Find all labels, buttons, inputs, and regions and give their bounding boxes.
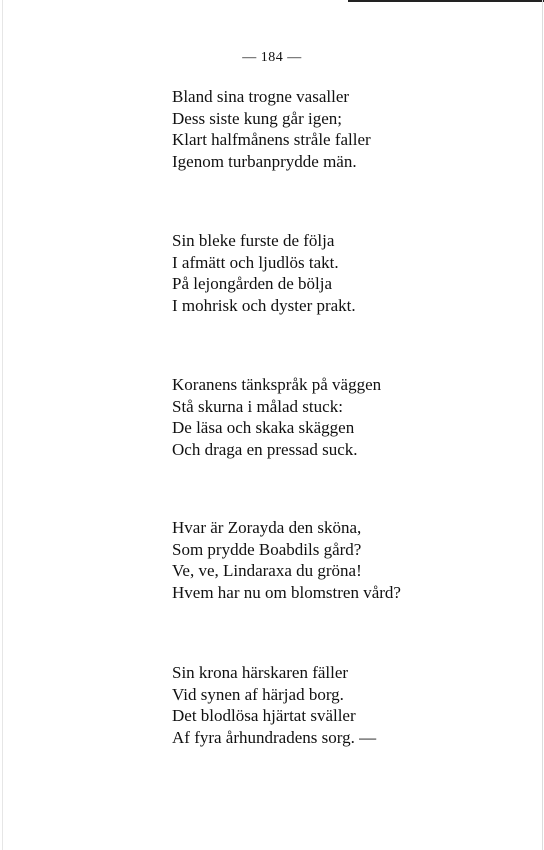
verse-line: Hvar är Zorayda den sköna, [172, 518, 362, 537]
verse-line: Af fyra århundradens sorg. — [172, 727, 377, 747]
stanza-2 [172, 230, 356, 316]
verse-line: Sin bleke furste de följa [172, 231, 335, 250]
page-top-edge-rule [348, 0, 544, 2]
verse-line: Som prydde Boabdils gård? [172, 539, 362, 559]
stanza-1 [172, 86, 371, 172]
verse-line: Koranens tänkspråk på väggen [172, 375, 382, 394]
verse-line: Det blodlösa hjärtat sväller [172, 706, 356, 725]
verse-line: Klart halfmånens stråle faller [172, 130, 371, 149]
verse-line: Bland sina trogne vasaller [172, 87, 350, 106]
stanza-4 [172, 517, 401, 603]
verse-line: Stå skurna i målad stuck: [172, 396, 343, 416]
verse-line: De läsa och skaka skäggen [172, 418, 355, 437]
verse-line: Sin krona härskaren fäller [172, 663, 349, 682]
verse-line: I mohrisk och dyster prakt. [172, 295, 356, 315]
verse-line: I afmätt och ljudlös takt. [172, 252, 339, 272]
page-left-edge [2, 0, 3, 850]
stanza-5 [172, 662, 376, 748]
verse-line: Dess siste kung går igen; [172, 108, 342, 128]
verse-line: Hvem har nu om blomstren vård? [172, 582, 401, 602]
verse-line: Och draga en pressad suck. [172, 439, 358, 459]
page-right-edge [542, 0, 543, 850]
verse-line: Ve, ve, Lindaraxa du gröna! [172, 561, 362, 580]
page-number: — 184 — [242, 50, 302, 65]
verse-line: På lejongården de bölja [172, 274, 333, 293]
verse-line: Igenom turbanprydde män. [172, 151, 357, 171]
stanza-3 [172, 374, 381, 460]
verse-line: Vid synen af härjad borg. [172, 684, 344, 704]
